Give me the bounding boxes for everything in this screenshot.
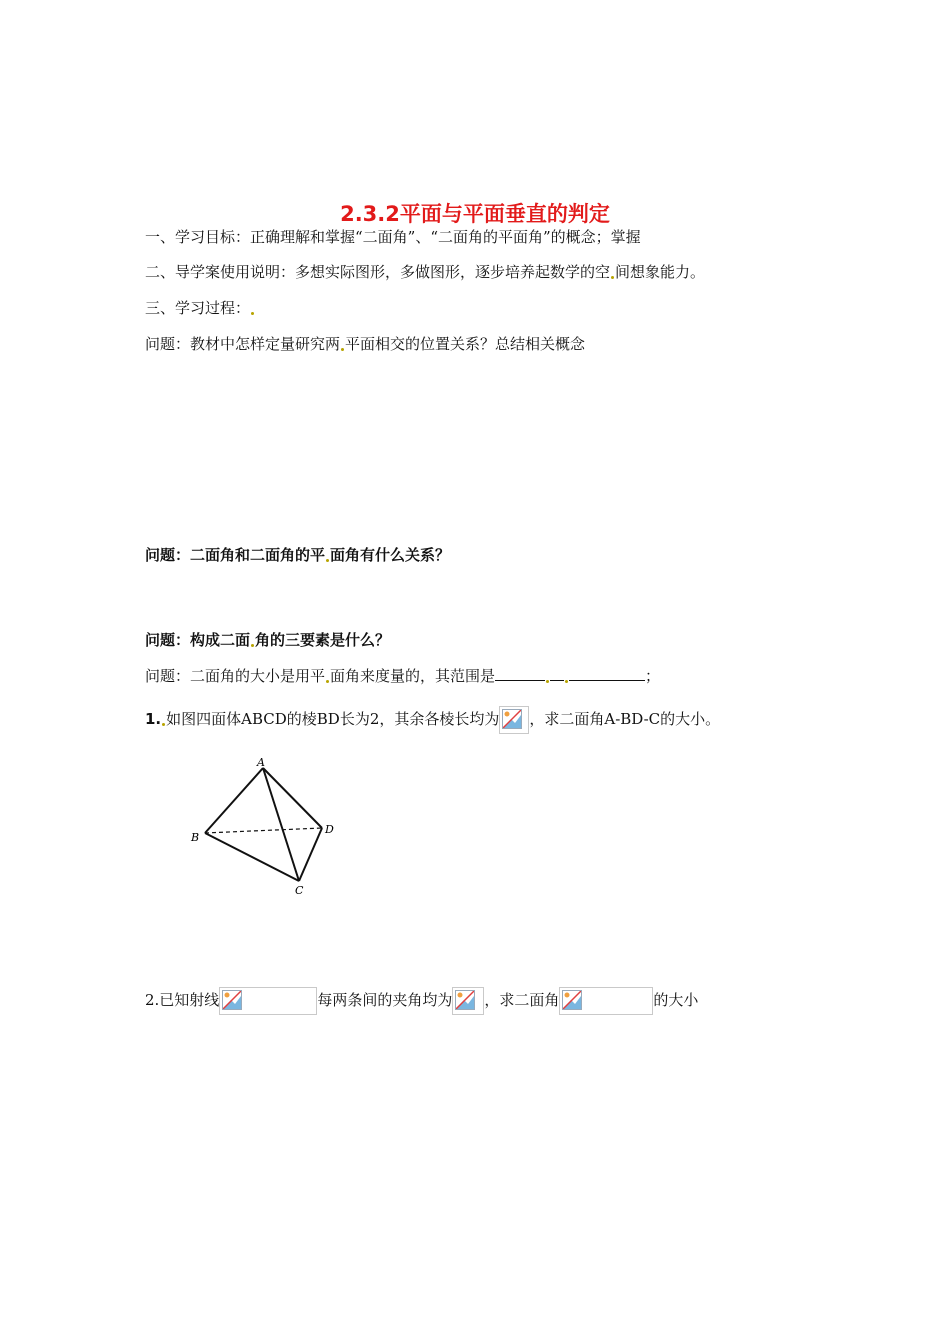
usage-text-3: 间想象能力。 (615, 263, 706, 281)
question-4-end: ； (645, 667, 661, 685)
problem-2-text-a: 2.已知射线 (145, 991, 220, 1009)
problem-1-text-b: ，求二面角A-BD-C的大小。 (529, 710, 721, 728)
edge-AB (205, 768, 263, 833)
problem-1 (145, 706, 720, 734)
mark-dot (162, 723, 165, 726)
question-1-text-a: 问题：教材中怎样定量研究两 (145, 335, 341, 353)
mark-dot (251, 312, 254, 315)
question-2-text-a: 问题：二面角和二面角的平 (145, 546, 326, 564)
tetrahedron-figure (150, 755, 360, 895)
question-4-text-a: 问题：二面角的大小是用平 (145, 667, 326, 685)
vertex-label-b: B (191, 831, 200, 844)
question-1 (145, 334, 585, 354)
problem-1-number: 1. (145, 710, 162, 728)
vertex-label-c: C (295, 884, 304, 895)
mark-dot (341, 348, 344, 351)
question-3-text-b: 角的三要素是什么？ (255, 631, 391, 649)
usage-text-2: 明：多想实际图形，多做图形，逐步培养起数学的空 (265, 263, 611, 281)
question-4-text-b: 面角来度量的，其范围是 (330, 667, 496, 685)
broken-image-icon (219, 987, 317, 1015)
edge-DC (299, 828, 322, 881)
problem-2-text-d: 的大小 (653, 991, 699, 1009)
learning-process (145, 298, 255, 318)
problem-2 (145, 987, 698, 1015)
learning-goals-text: 一、学习目标：正确理解和掌握“二面角”、“二面角的平面角”的概念；掌握 (145, 228, 641, 246)
vertex-label-a: A (257, 756, 265, 769)
answer-blank[interactable] (495, 666, 545, 681)
question-4 (145, 666, 660, 686)
broken-image-icon (559, 987, 653, 1015)
page-title: 2.3.2平面与平面垂直的判定 (340, 202, 610, 226)
problem-2-text-c: ，求二面角 (484, 991, 560, 1009)
mark-dot (546, 680, 549, 683)
answer-blank[interactable] (550, 666, 564, 681)
broken-image-icon (499, 706, 529, 734)
edge-BC (205, 833, 299, 881)
question-2 (145, 545, 450, 565)
usage-instructions (145, 262, 705, 282)
usage-text-1: 二、导学案使用说 (145, 263, 266, 281)
mark-dot (326, 680, 329, 683)
answer-blank[interactable] (569, 666, 645, 681)
mark-dot (611, 276, 614, 279)
question-1-text-b: 平面相交的位置关系？总结相关概念 (345, 335, 586, 353)
learning-goals (145, 227, 641, 247)
mark-dot (251, 644, 254, 647)
broken-image-icon (452, 987, 484, 1015)
learning-process-text: 三、学习过程： (145, 299, 251, 317)
mark-dot (326, 559, 329, 562)
edge-BD-hidden (205, 828, 322, 833)
question-3 (145, 630, 390, 650)
problem-1-text-a: 如图四面体ABCD的棱BD长为2，其余各棱长均为 (166, 710, 500, 728)
mark-dot (565, 680, 568, 683)
vertex-label-d: D (325, 823, 334, 836)
question-3-text-a: 问题：构成二面 (145, 631, 251, 649)
question-2-text-b: 面角有什么关系？ (330, 546, 451, 564)
problem-2-text-b: 每两条间的夹角均为 (317, 991, 453, 1009)
